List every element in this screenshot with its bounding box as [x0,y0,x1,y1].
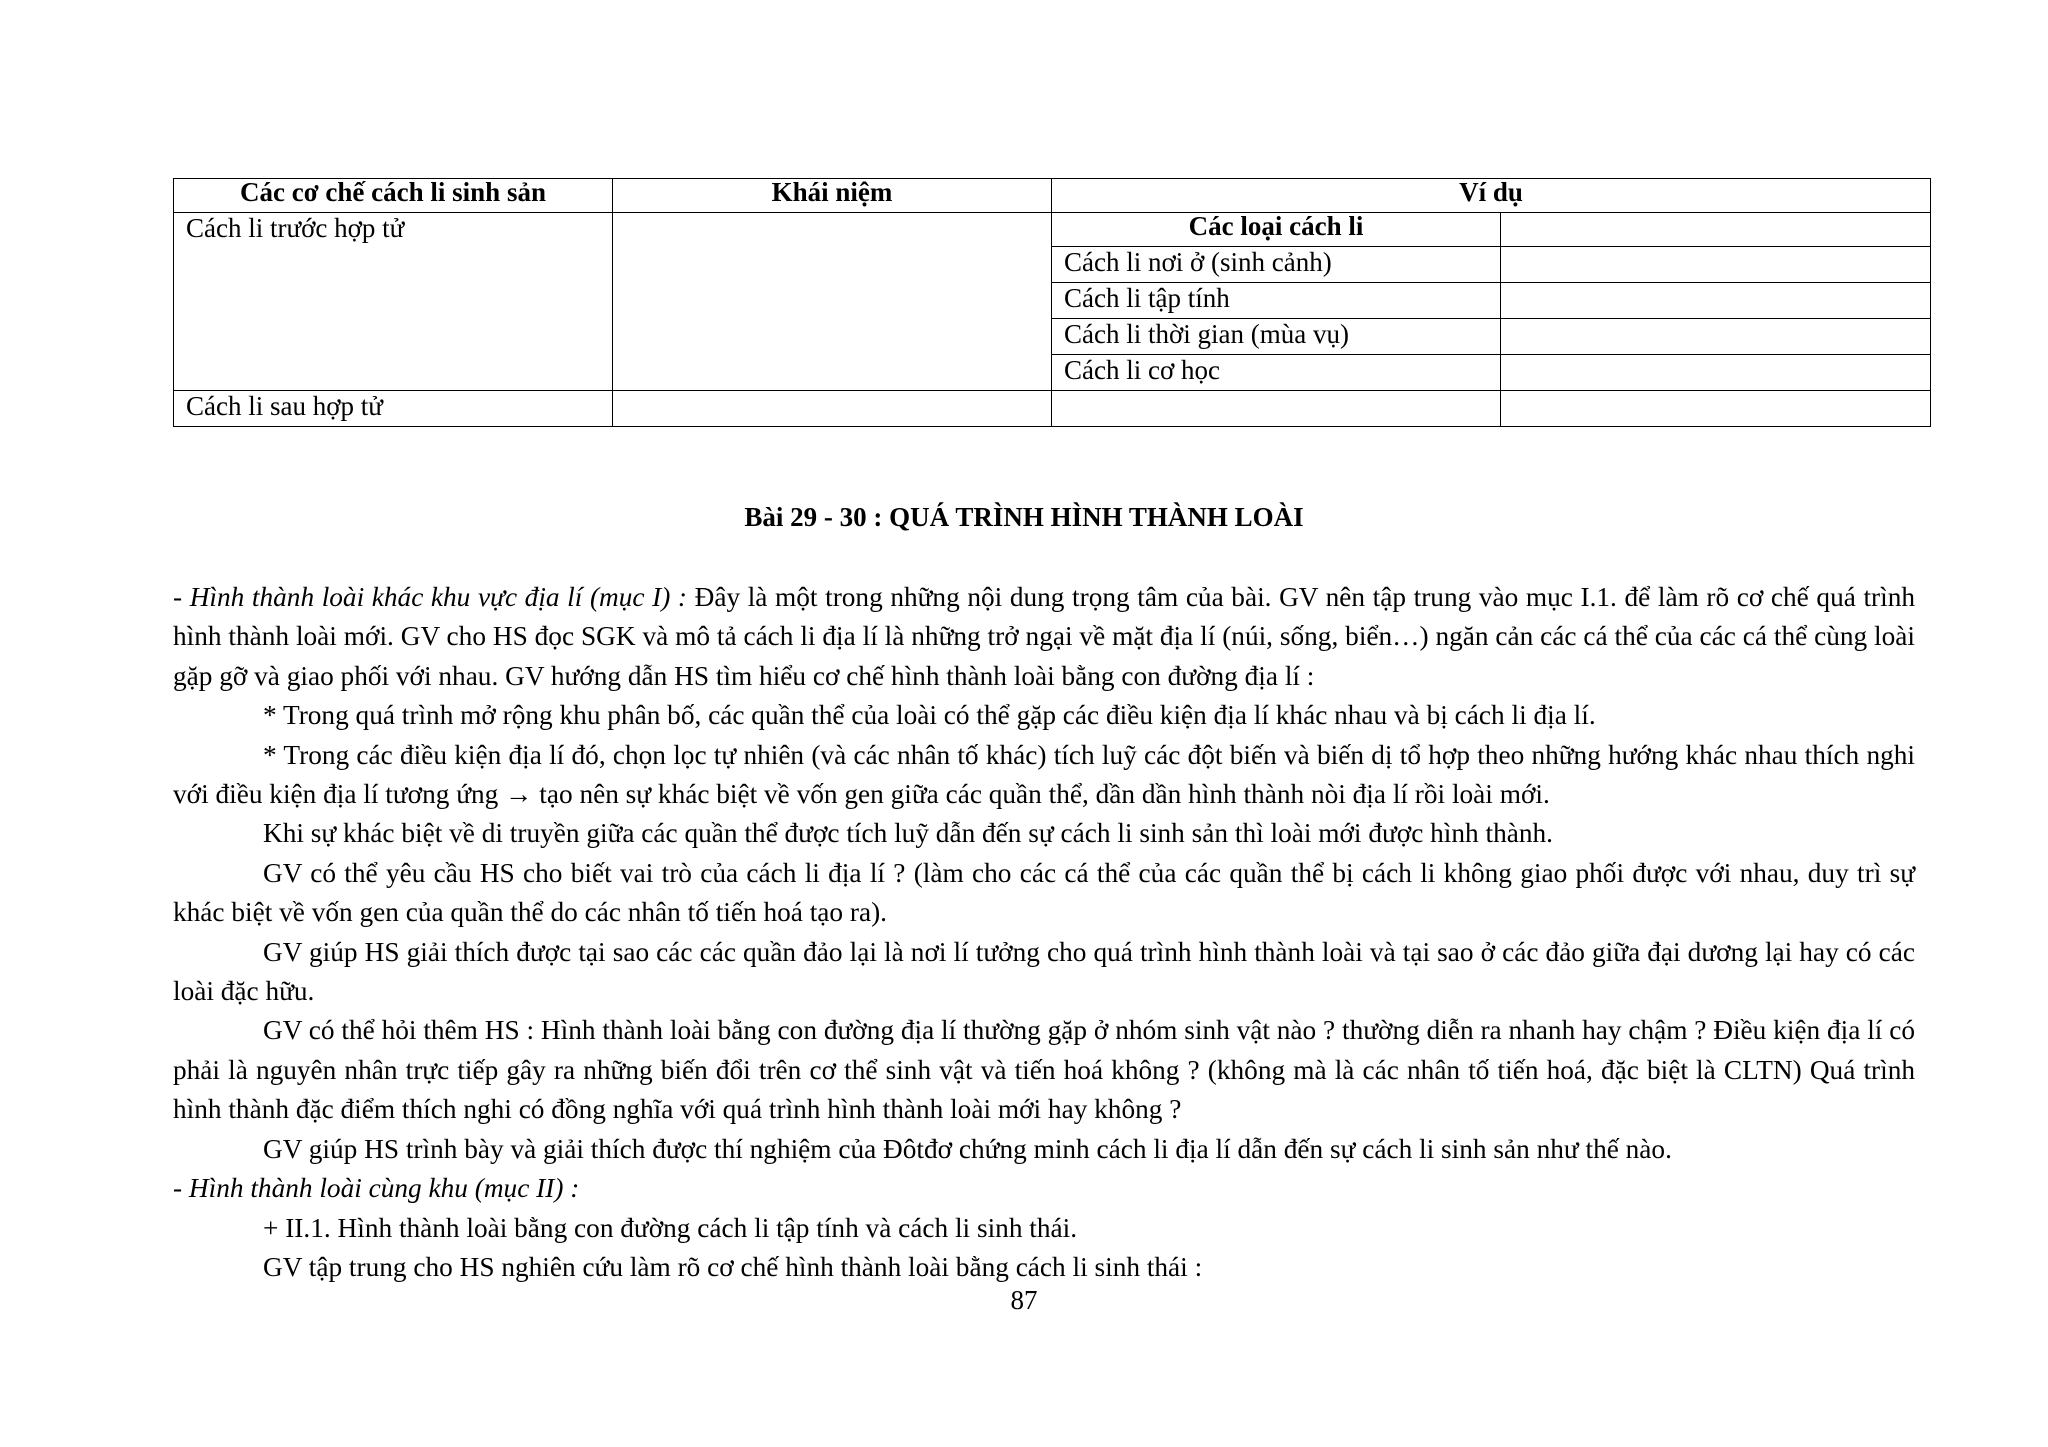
pre-zygotic-cell: Cách li trước hợp tử [174,213,613,391]
empty-cell [1501,355,1931,391]
empty-cell [1501,319,1931,355]
paragraph: * Trong quá trình mở rộng khu phân bố, các quần thể của loài có thể gặp các điều kiện địa lí khác nhau và bị cách li địa lí. [263,700,1596,731]
isolation-types-header: Các loại cách li [1052,213,1501,247]
pre-zygotic-concept-cell [613,213,1052,391]
isolation-type-mechanical: Cách li cơ học [1052,355,1501,391]
empty-cell [1052,391,1501,427]
paragraph: GV có thể yêu cầu HS cho biết vai trò của cách li địa lí ? (làm cho các cá thể của các quần thể bị cách li không giao phối được với nhau, duy trì sự khác biệt về vốn gen của quần thể do các nhân tố tiến hoá tạo ra). [173,857,1915,928]
header-example: Ví dụ [1052,179,1931,213]
post-zygotic-cell: Cách li sau hợp tử [174,391,613,427]
empty-cell [1501,391,1931,427]
isolation-type-behavioral: Cách li tập tính [1052,283,1501,319]
empty-cell [1501,247,1931,283]
isolation-type-temporal: Cách li thời gian (mùa vụ) [1052,319,1501,355]
page-number: 87 [1010,1285,1038,1315]
paragraph: GV có thể hỏi thêm HS : Hình thành loài bằng con đường địa lí thường gặp ở nhóm sinh vật nào ? thường diễn ra nhanh hay chậm ? Điều kiện địa lí có phải là nguyên nhân trực tiếp gây ra những biến đổi trên cơ thể sinh vật và tiến hoá không ? (không mà là các nhân tố tiến hoá, đặc biệt là CLTN) Quá trình hình thành đặc điểm thích nghi có đồng nghĩa với quá trình hình thành loài mới hay không ? [173,1015,1915,1125]
paragraph: GV tập trung cho HS nghiên cứu làm rõ cơ chế hình thành loài bằng cách li sinh thái : [263,1251,1203,1282]
empty-cell [1501,283,1931,319]
section-heading-text: - Hình thành loài cùng khu (mục II) : [173,1173,580,1204]
paragraph: GV giúp HS trình bày và giải thích được thí nghiệm của Đôtđơ chứng minh cách li địa lí dẫn đến sự cách li sinh sản như thế nào. [263,1133,1672,1164]
paragraph: * Trong các điều kiện địa lí đó, chọn lọc tự nhiên (và các nhân tố khác) tích luỹ các đột biến và biến dị tổ hợp theo những hướng khác nhau thích nghi với điều kiện địa lí tương ứng → tạo nên sự khác biệt về vốn gen giữa các quần thể, dần dần hình thành nòi địa lí rồi loài mới. [173,739,1915,810]
isolation-type-habitat: Cách li nơi ở (sinh cảnh) [1052,247,1501,283]
paragraph: GV giúp HS giải thích được tại sao các các quần đảo lại là nơi lí tưởng cho quá trình hình thành loài và tại sao ở các đảo giữa đại dương lại hay có các loài đặc hữu. [173,936,1915,1007]
paragraph-allopatric [173,578,1915,696]
paragraph: Khi sự khác biệt về di truyền giữa các quần thể được tích luỹ dẫn đến sự cách li sinh sản thì loài mới được hình thành. [263,818,1553,849]
header-mechanisms: Các cơ chế cách li sinh sản [174,179,613,213]
header-concept: Khái niệm [613,179,1052,213]
paragraph: + II.1. Hình thành loài bằng con đường cách li tập tính và cách li sinh thái. [263,1212,1078,1243]
lesson-title: Bài 29 - 30 : QUÁ TRÌNH HÌNH THÀNH LOÀI [744,502,1304,532]
table-row [174,213,1931,247]
table-row [174,391,1931,427]
table-header-row [174,179,1931,213]
reproductive-isolation-table [173,178,1931,427]
paragraph-text: Đây là một trong những nội dung trọng tâm của bài. GV nên tập trung vào mục I.1. để làm rõ cơ chế quá trình hình thành loài mới. GV cho HS đọc SGK và mô tả cách li địa lí là những trở ngại về mặt địa lí (núi, sống, biển…) ngăn cản các cá thể của các cá thể cùng loài gặp gỡ và giao phối với nhau. GV hướng dẫn HS tìm hiểu cơ chế hình thành loài bằng con đường địa lí : [173,582,1915,691]
section-heading-allopatric: - Hình thành loài khác khu vực địa lí (mục I) : [173,582,688,612]
lesson-body [173,578,1915,1287]
empty-cell [1501,213,1931,247]
post-zygotic-concept-cell [613,391,1052,427]
section-heading-sympatric [173,1169,1915,1208]
